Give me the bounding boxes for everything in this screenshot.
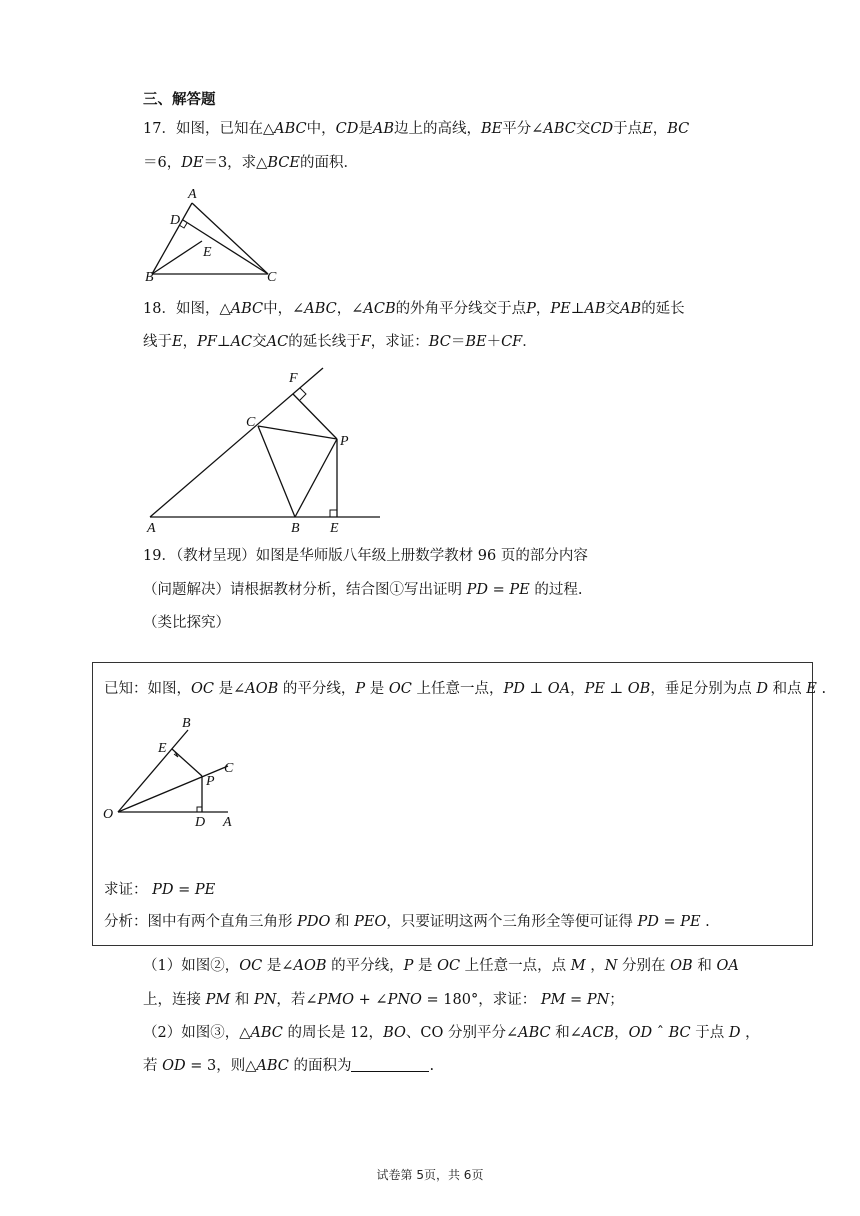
q19-part2-text [143, 1058, 351, 1074]
text-run: （问题解决）请根据教材分析，结合图①写出证明 [143, 582, 467, 598]
text-run: 的面积． [299, 155, 358, 171]
math-variable: M [570, 958, 586, 974]
text-run: 中， [306, 121, 336, 137]
text-run: 交 [605, 301, 621, 317]
text-run: 和 [330, 914, 355, 930]
box-given-text [104, 679, 826, 699]
q19-part2-period: . [429, 1058, 435, 1074]
q18-label-b: B [291, 521, 300, 536]
q18-text-1 [176, 301, 685, 317]
text-run: ，求证： [370, 334, 429, 350]
text-run: 的平分线， [278, 681, 356, 697]
math-variable: P [526, 301, 536, 317]
text-run: ； [609, 992, 624, 1008]
box-prove-text [104, 880, 215, 900]
text-run: 中，∠ [263, 301, 305, 317]
math-variable: N [604, 958, 618, 974]
math-variable: BC [428, 334, 451, 350]
text-run: 如图，△ [175, 301, 231, 317]
box-label-e: E [158, 741, 167, 756]
text-run: 的外角平分线交于点 [395, 301, 527, 317]
q19-line-2 [143, 580, 582, 600]
math-variable: AB [372, 121, 394, 137]
text-run: 和 [230, 992, 254, 1008]
text-run: 分析：图中有两个直角三角形 [104, 914, 298, 930]
q19-part2-line-1 [143, 1023, 760, 1043]
box-label-d: D [195, 815, 206, 830]
box-analysis-text [104, 912, 710, 932]
math-variable: PE [194, 882, 216, 898]
math-variable: PN [586, 992, 610, 1008]
math-variable: E [172, 334, 183, 350]
math-variable: PE [584, 681, 605, 697]
page-footer: 试卷第 5页，共 6页 [376, 1168, 484, 1182]
math-variable: PD [466, 582, 488, 598]
text-run: ， [585, 958, 605, 974]
math-variable: E [806, 681, 817, 697]
q19-part1-line-1 [143, 956, 739, 976]
text-run: 和点 [768, 681, 807, 697]
text-run: ⊥ [570, 301, 585, 317]
math-variable: OA [547, 681, 571, 697]
math-variable: OC [437, 958, 461, 974]
math-variable: PF [197, 334, 217, 350]
text-run: + ∠ [354, 992, 388, 1008]
text-run: 交 [575, 121, 591, 137]
q17-label-d: D [170, 213, 181, 228]
text-run: 的面积为 [288, 1058, 352, 1074]
math-variable: P [355, 681, 366, 697]
q17-number: 17． [143, 121, 176, 137]
text-run: 已知：如图， [104, 681, 191, 697]
math-variable: BE [465, 334, 487, 350]
text-run: ＝ [450, 334, 466, 350]
math-variable: AB [584, 301, 606, 317]
text-run: 边上的高线， [393, 121, 481, 137]
text-run: = [488, 582, 510, 598]
q17-label-e: E [203, 245, 212, 260]
math-variable: OC [388, 681, 412, 697]
q18-label-f: F [289, 371, 298, 386]
text-run: ⊥ [604, 681, 628, 697]
text-run: 交 [252, 334, 267, 350]
q17-label-c: C [267, 270, 277, 283]
text-run: 是 [365, 681, 389, 697]
math-variable: PEO [354, 914, 387, 930]
text-run: 是 [413, 958, 438, 974]
math-variable: CF [501, 334, 523, 350]
text-run: ⊥ [216, 334, 231, 350]
text-run: = [658, 914, 681, 930]
text-run: 的延长线于 [288, 334, 361, 350]
text-run: ，∠ [336, 301, 364, 317]
section-heading: 三、解答题 [143, 92, 216, 108]
box-angle-bisector-figure [100, 712, 250, 832]
math-variable: ABC [230, 301, 264, 317]
text-run: 上任意一点，点 [460, 958, 571, 974]
math-variable: AOB [245, 681, 279, 697]
text-run: （1）如图②， [143, 958, 240, 974]
text-run: ， [535, 301, 551, 317]
math-variable: PE [680, 914, 701, 930]
math-variable: BE [480, 121, 503, 137]
q17-label-b: B [145, 270, 154, 283]
answer-blank[interactable] [351, 1057, 429, 1072]
q18-label-c: C [246, 415, 256, 430]
math-variable: DE [181, 155, 204, 171]
math-variable: PD [637, 914, 659, 930]
text-run: 的周长是 12， [282, 1025, 384, 1041]
math-variable: ACB [363, 301, 396, 317]
text-run: （2）如图③，△ [143, 1025, 251, 1041]
math-variable: PD [152, 882, 174, 898]
math-variable: OC [191, 681, 214, 697]
math-variable: OC [239, 958, 263, 974]
math-variable: PDO [297, 914, 331, 930]
q19-line-1: 19．（教材呈现）如图是华师版八年级上册数学教材 96 页的部分内容 [143, 548, 588, 564]
text-run: 平分∠ [502, 121, 544, 137]
q17-line-2 [143, 153, 358, 173]
q17-text-1 [176, 121, 689, 137]
math-variable: CD [590, 121, 614, 137]
math-variable: D [756, 681, 769, 697]
text-run: 的延长 [641, 301, 685, 317]
q17-triangle-figure [140, 183, 300, 283]
text-run: . [700, 914, 710, 930]
q18-triangle-figure [140, 364, 385, 536]
math-variable: PM [540, 992, 566, 1008]
math-variable: OD [628, 1025, 653, 1041]
text-run: 于点 [690, 1025, 729, 1041]
text-run: 的平分线， [326, 958, 404, 974]
text-run: 线于 [143, 334, 172, 350]
q18-label-a: A [147, 521, 156, 536]
text-run: ，若∠ [276, 992, 318, 1008]
math-variable: PMO [317, 992, 355, 1008]
text-run: = 180°，求证： [421, 992, 541, 1008]
text-run: 于点 [613, 121, 643, 137]
math-variable: ABC [256, 1058, 289, 1074]
math-variable: AC [230, 334, 253, 350]
q18-line-1 [143, 299, 685, 319]
math-variable: CD [335, 121, 359, 137]
q19-part2-line-2 [143, 1056, 434, 1076]
text-run: 是 [358, 121, 373, 137]
text-run: 求证： [104, 882, 153, 898]
math-variable: BC [668, 1025, 691, 1041]
q18-label-e: E [330, 521, 339, 536]
math-variable: BO [383, 1025, 406, 1041]
text-run: 和∠ [550, 1025, 582, 1041]
math-variable: ABC [543, 121, 576, 137]
math-variable: OB [627, 681, 651, 697]
text-run: ＋ [486, 334, 502, 350]
box-label-o: O [103, 807, 114, 822]
math-variable: P [403, 958, 414, 974]
text-run: ， [182, 334, 198, 350]
q17-line-1 [143, 119, 689, 139]
text-run: . [816, 681, 827, 697]
q19-line-3: （类比探究） [143, 615, 230, 631]
text-run: ． [522, 334, 537, 350]
text-run: 上任意一点， [411, 681, 504, 697]
math-variable: F [360, 334, 371, 350]
box-label-b: B [182, 716, 191, 731]
math-variable: D [728, 1025, 741, 1041]
math-variable: ABC [518, 1025, 551, 1041]
math-variable: PE [509, 582, 530, 598]
math-variable: OA [716, 958, 739, 974]
q17-label-a: A [188, 187, 197, 202]
box-label-p: P [206, 774, 215, 789]
text-run: ， [652, 121, 668, 137]
text-run: = [173, 882, 195, 898]
text-run: ˆ [652, 1025, 669, 1041]
text-run: 上，连接 [143, 992, 206, 1008]
q19-part1-line-2 [143, 990, 624, 1010]
text-run: 分别在 [617, 958, 671, 974]
text-run: ， [614, 1025, 629, 1041]
box-label-c: C [224, 761, 234, 776]
text-run: ＝3，求△ [203, 155, 268, 171]
text-run: 若 [143, 1058, 163, 1074]
q18-label-p: P [340, 434, 349, 449]
math-variable: PM [205, 992, 231, 1008]
text-run: ，垂足分别为点 [650, 681, 757, 697]
text-run: ， [570, 681, 585, 697]
text-run: 和 [692, 958, 717, 974]
math-variable: AOB [293, 958, 327, 974]
text-run: ⊥ [524, 681, 548, 697]
math-variable: AB [620, 301, 642, 317]
text-run: 、CO 分别平分∠ [405, 1025, 519, 1041]
text-run: 如图，已知在△ [175, 121, 275, 137]
math-variable: OD [162, 1058, 186, 1074]
math-variable: ABC [250, 1025, 283, 1041]
math-variable: BCE [267, 155, 300, 171]
math-variable: ACB [581, 1025, 615, 1041]
text-run: = 3，则△ [185, 1058, 257, 1074]
text-run: ， [740, 1025, 760, 1041]
text-run: 的过程. [529, 582, 583, 598]
box-label-a: A [223, 815, 232, 830]
math-variable: AC [266, 334, 289, 350]
math-variable: PE [550, 301, 571, 317]
text-run: 是∠ [213, 681, 246, 697]
q18-line-2 [143, 332, 537, 352]
text-run: ＝6， [143, 155, 182, 171]
text-run: 是∠ [262, 958, 294, 974]
math-variable: OB [670, 958, 693, 974]
math-variable: PD [503, 681, 525, 697]
text-run: ，只要证明这两个三角形全等便可证得 [386, 914, 638, 930]
q18-number: 18． [143, 301, 176, 317]
math-variable: ABC [304, 301, 337, 317]
math-variable: PNO [387, 992, 422, 1008]
math-variable: PN [253, 992, 277, 1008]
text-run: = [565, 992, 587, 1008]
math-variable: ABC [274, 121, 307, 137]
math-variable: BC [667, 121, 690, 137]
math-variable: E [642, 121, 653, 137]
